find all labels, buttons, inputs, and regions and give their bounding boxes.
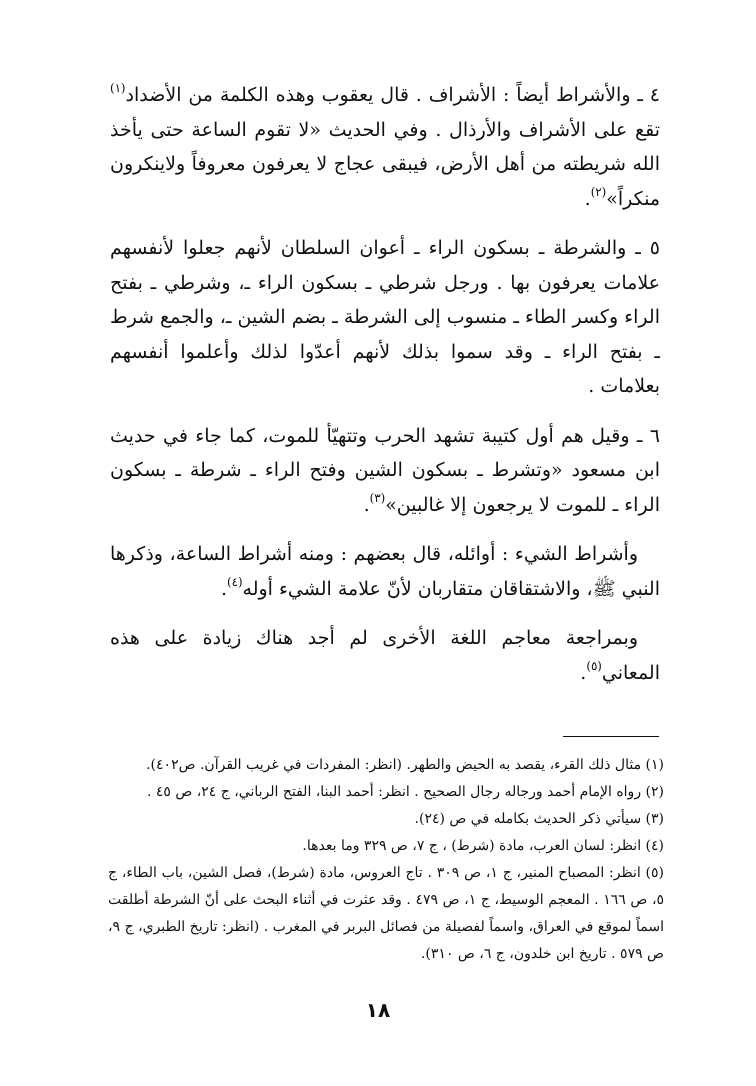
footnote-divider <box>563 736 659 737</box>
paragraph-4-text-2: تقع على الأشراف والأرذال . وفي الحديث «لا تقوم الساعة حتى يأخذ الله شريطته من أهل الأرض، فيبقى عجاج لا يعرفون معروفاً ولاينكرون منكراً» <box>110 118 660 210</box>
footnote-4: (٤) انظر: لسان العرب، مادة (شرط) ، ج ٧، ص ٣٢٩ وما بعدها. <box>302 838 664 854</box>
paragraph-conclusion <box>110 621 660 690</box>
footnote-ref-4: (٤) <box>227 574 243 589</box>
footnote-ref-5: (٥) <box>586 658 602 673</box>
paragraph-4-end: . <box>584 187 591 210</box>
paragraph-5: ٥ ـ والشرطة ـ بسكون الراء ـ أعوان السلطان لأنهم جعلوا لأنفسهم علامات يعرفون بها . ورجل شرطي ـ بسكون الراء ـ، وشرطي ـ بفتح الراء وكسر الطاء ـ منسوب إلى الشرطة ـ بضم الشين ـ، والجمع شرط ـ بفتح الراء ـ وقد سموا بذلك لأنهم أعدّوا لذلك وأعلموا أنفسهم بعلامات . <box>110 237 660 397</box>
paragraph-conclusion-end: . <box>580 661 587 684</box>
footnote-ref-2: (٢) <box>590 184 607 199</box>
paragraph-4 <box>110 78 660 216</box>
paragraph-ashrat-end: . <box>220 577 228 600</box>
footnote-ref-3: (٣) <box>369 490 386 505</box>
paragraph-ashrat <box>110 537 660 606</box>
footnotes <box>108 752 664 968</box>
footnote-2: (٢) رواه الإمام أحمد ورجاله رجال الصحيح . انظر: أحمد البنا، الفتح الرباني، ج ٢٤، ص ٤٥ . <box>146 784 664 800</box>
footnote-1: (١) مثال ذلك القرء، يقصد به الحيض والطهر. (انظر: المفردات في غريب القرآن. ص٤٠٢). <box>146 757 664 773</box>
paragraph-ashrat-text: وأشراط الشيء : أوائله، قال بعضهم : ومنه أشراط الساعة، وذكرها النبي ﷺ، والاشتقاقان متقاربان لأنّ علامة الشيء أوله <box>110 543 660 600</box>
footnote-3: (٣) سيأتي ذكر الحديث بكامله في ص (٢٤). <box>414 811 664 827</box>
paragraph-6-text: ٦ ـ وقيل هم أول كتيبة تشهد الحرب وتتهيّأ للموت، كما جاء في حديث ابن مسعود «وتشرط ـ بسكون الشين وفتح الراء ـ شرطة ـ بسكون الراء ـ للموت لا يرجعون إلا غالبين» <box>110 424 660 516</box>
footnote-5: (٥) انظر: المصباح المنير، ج ١، ص ٣٠٩ . تاج العروس، مادة (شرط)، فصل الشين، باب الطاء، ج ٥، ص ١٦٦ . المعجم الوسيط، ج ١، ص ٤٧٩ . وقد عثرت في أثناء البحث على أنّ الشرطة أطلقت اسماً لموقع في العراق، واسماً لفصيلة من فصائل البربر في المغرب . (انظر: تاريخ الطبري، ج ٩، ص ٥٧٩ . تاريخ ابن خلدون، ج ٦، ص ٣١٠). <box>108 865 664 962</box>
paragraph-conclusion-text: وبمراجعة معاجم اللغة الأخرى لم أجد هناك زيادة على هذه المعاني <box>110 627 660 684</box>
footnote-ref-1: (١) <box>110 81 126 96</box>
main-text <box>110 78 660 705</box>
paragraph-6-end: . <box>363 493 370 516</box>
paragraph-4-text: ٤ ـ والأشراط أيضاً : الأشراف . قال يعقوب وهذه الكلمة من الأضداد <box>125 84 660 106</box>
paragraph-6 <box>110 419 660 523</box>
page-number: ١٨ <box>365 998 391 1022</box>
